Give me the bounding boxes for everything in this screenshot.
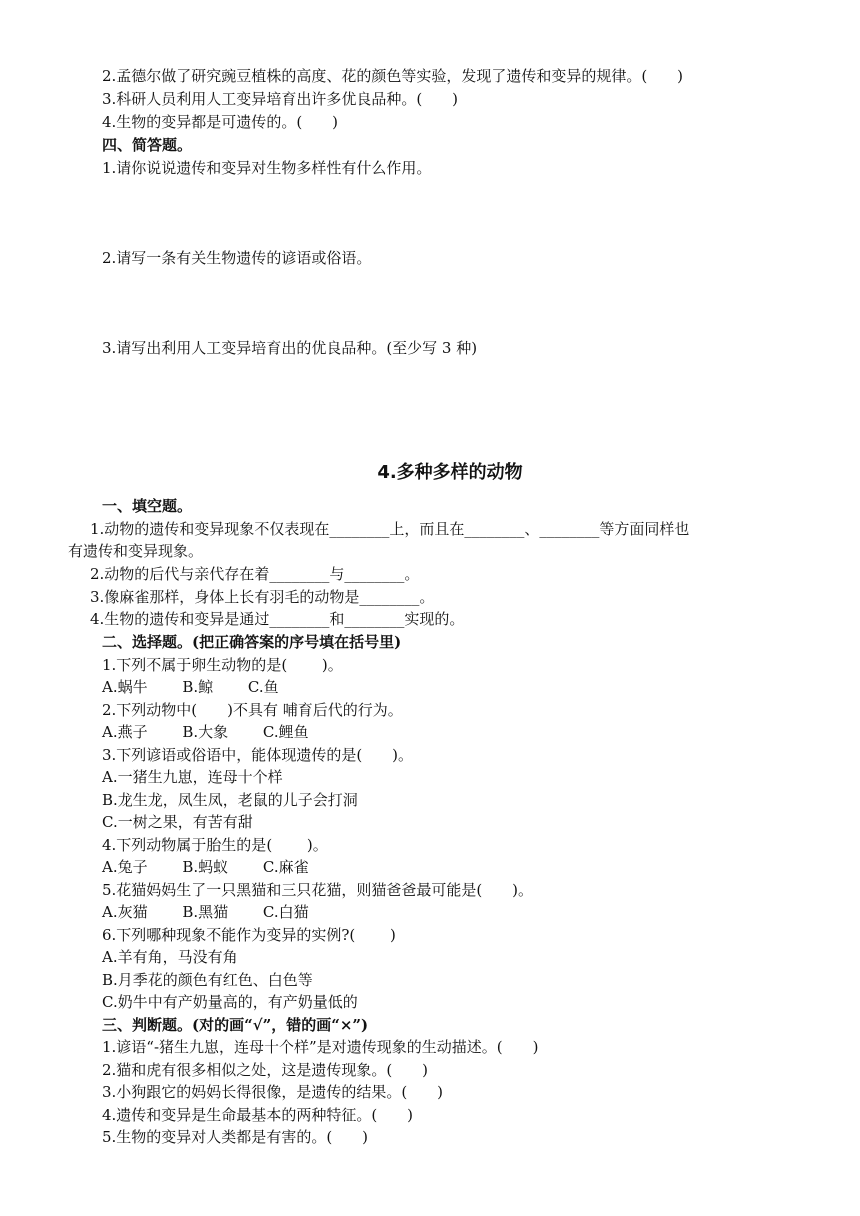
choice-q3-option-c: C.一树之果，有苦有甜: [102, 813, 253, 831]
choice-q4-options: A.兔子 B.蚂蚁 C.麻雀: [102, 858, 309, 876]
choice-q6: 6.下列哪种现象不能作为变异的实例?( ): [102, 926, 396, 944]
tf-item-2: 2.孟德尔做了研究豌豆植株的高度、花的颜色等实验，发现了遗传和变异的规律。( ): [102, 67, 684, 85]
tf-q3: 3.小狗跟它的妈妈长得很像，是遗传的结果。( ): [102, 1083, 444, 1101]
fill-item-1-cont: 有遗传和变异现象。: [68, 542, 204, 560]
choice-q5: 5.花猫妈妈生了一只黑猫和三只花猫，则猫爸爸最可能是( )。: [102, 881, 534, 899]
tf-item-3: 3.科研人员利用人工变异培育出许多优良品种。( ): [102, 90, 459, 108]
tf-q5: 5.生物的变异对人类都是有害的。( ): [102, 1128, 369, 1146]
short-answer-1: 1.请你说说遗传和变异对生物多样性有什么作用。: [102, 159, 432, 177]
choice-q5-options: A.灰猫 B.黑猫 C.白猫: [102, 903, 309, 921]
short-answer-3: 3.请写出利用人工变异培育出的优良品种。(至少写 3 种): [102, 339, 478, 357]
fill-item-4: 4.生物的遗传和变异是通过________和________实现的。: [90, 610, 465, 628]
section-title: 4.多种多样的动物: [377, 462, 523, 483]
fill-heading: 一、填空题。: [102, 497, 193, 515]
short-answer-heading: 四、简答题。: [102, 136, 193, 154]
choice-q3-option-b: B.龙生龙，凤生凤，老鼠的儿子会打洞: [102, 791, 358, 809]
short-answer-2: 2.请写一条有关生物遗传的谚语或俗语。: [102, 249, 372, 267]
tf-q2: 2.猫和虎有很多相似之处，这是遗传现象。( ): [102, 1061, 429, 1079]
choice-q3-option-a: A.一猪生九崽，连母十个样: [102, 768, 283, 786]
choice-q6-option-a: A.羊有角，马没有角: [102, 948, 238, 966]
choice-q3: 3.下列谚语或俗语中，能体现遗传的是( )。: [102, 746, 414, 764]
choice-q2: 2.下列动物中( )不具有 哺育后代的行为。: [102, 701, 403, 719]
choice-q2-options: A.燕子 B.大象 C.鲤鱼: [102, 723, 309, 741]
choice-q1: 1.下列不属于卵生动物的是( )。: [102, 656, 343, 674]
fill-item-3: 3.像麻雀那样，身体上长有羽毛的动物是________。: [90, 588, 435, 606]
choice-heading: 二、选择题。(把正确答案的序号填在括号里): [102, 633, 402, 651]
choice-q1-options: A.蜗牛 B.鲸 C.鱼: [102, 678, 279, 696]
tf-item-4: 4.生物的变异都是可遗传的。( ): [102, 113, 339, 131]
choice-q6-option-b: B.月季花的颜色有红色、白色等: [102, 971, 313, 989]
choice-q4: 4.下列动物属于胎生的是( )。: [102, 836, 328, 854]
choice-q6-option-c: C.奶牛中有产奶量高的，有产奶量低的: [102, 993, 358, 1011]
tf-q1: 1.谚语“-猪生九崽，连母十个样”是对遗传现象的生动描述。( ): [102, 1038, 539, 1056]
tf-q4: 4.遗传和变异是生命最基本的两种特征。( ): [102, 1106, 414, 1124]
fill-item-2: 2.动物的后代与亲代存在着________与________。: [90, 565, 420, 583]
fill-item-1: 1.动物的遗传和变异现象不仅表现在________上，而且在________、________等方面同样也: [90, 520, 690, 538]
tf-heading: 三、判断题。(对的画“√”，错的画“×”): [102, 1016, 369, 1034]
